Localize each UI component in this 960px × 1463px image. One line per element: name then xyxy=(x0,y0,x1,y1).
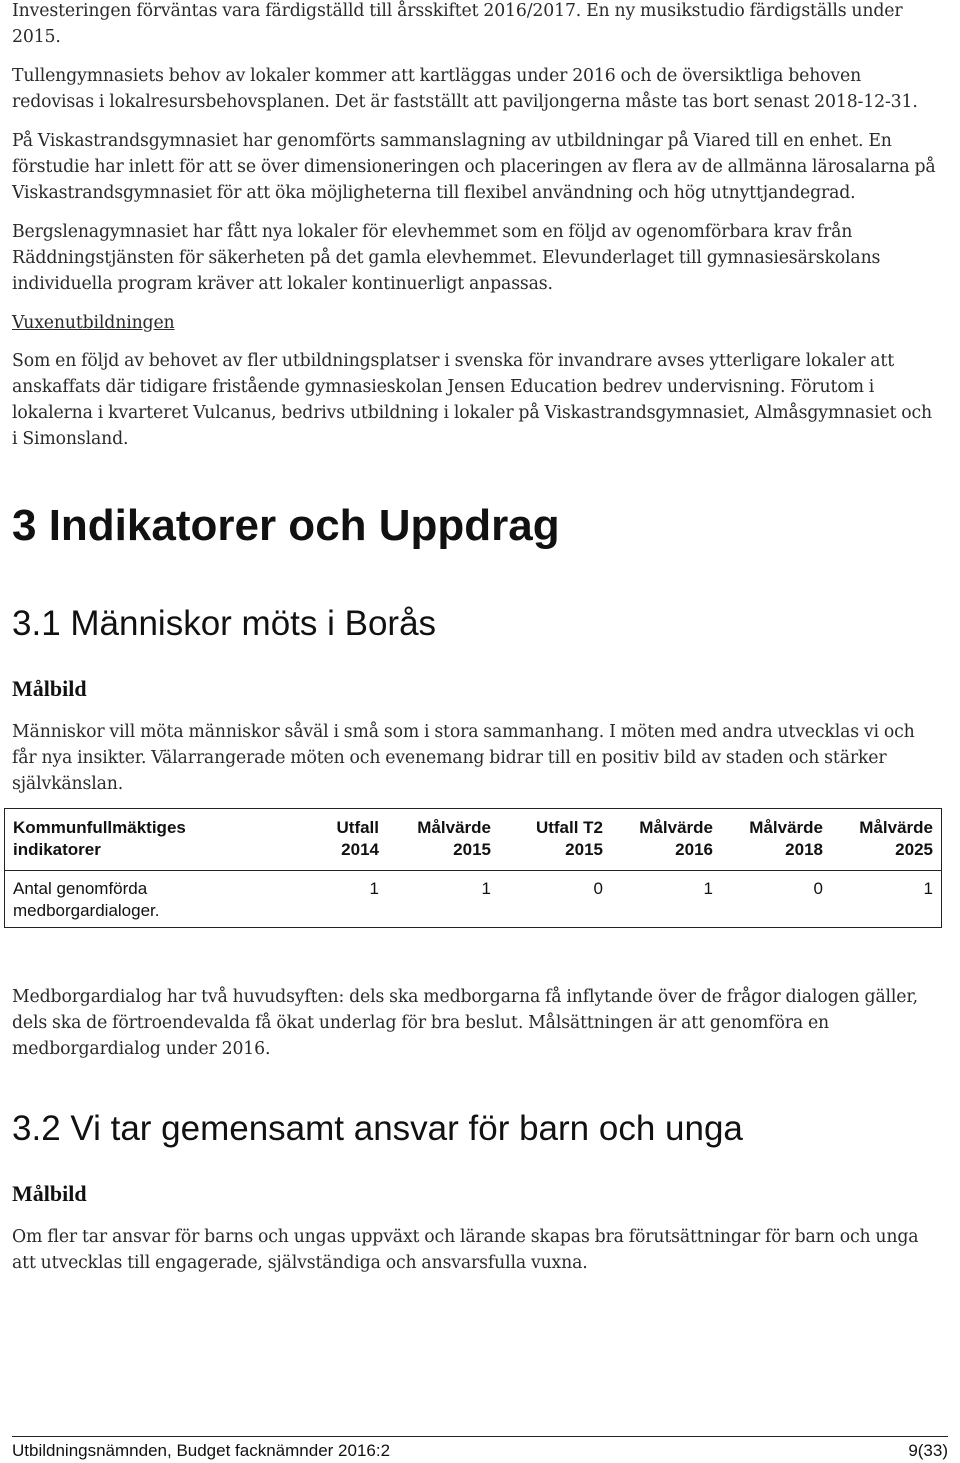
header-line: 2015 xyxy=(453,840,491,859)
header-line: Målvärde xyxy=(749,818,823,837)
malbild-text-3-1: Människor vill möta människor såväl i små som i stora sammanhang. I möten med andra utvecklas vi och får nya insikter. Välarrangerade möten och evenemang bidrar till en positiv bild av staden och stärker självkänslan. xyxy=(12,722,915,794)
heading-vuxenutbildningen: Vuxenutbildningen xyxy=(12,313,175,333)
indicator-table xyxy=(4,808,942,928)
header-line: 2025 xyxy=(895,840,933,859)
table-header-divider xyxy=(5,870,941,871)
paragraph-vuxenutbildning: Som en följd av behovet av fler utbildningsplatser i svenska för invandrare avses ytterligare lokaler att anskaffats där tidigare fristående gymnasieskolan Jensen Education bedrev undervisning. Förutom i lokalerna i kvarteret Vulcanus, bedrivs utbildning i lokaler på Viskastrandsgymnasiet, Almåsgymnasiet och i Simonsland. xyxy=(12,351,932,449)
table-cell-malvarde-2016: 1 xyxy=(703,879,713,898)
footer-page-number: 9(33) xyxy=(908,1441,948,1460)
header-line: 2015 xyxy=(565,840,603,859)
table-cell-utfall-2014: 1 xyxy=(369,879,379,898)
section-3-1-heading: 3.1 Människor möts i Borås xyxy=(12,604,437,643)
footer-divider xyxy=(12,1436,948,1437)
table-header-malvarde-2018 xyxy=(719,817,823,861)
table-cell-malvarde-2025: 1 xyxy=(923,879,933,898)
table-header-indikatorer xyxy=(13,817,273,861)
header-line: Utfall T2 xyxy=(535,818,603,837)
malbild-label-3-2: Målbild xyxy=(12,1181,87,1206)
paragraph-viskastrand: På Viskastrandsgymnasiet har genomförts sammanslagning av utbildningar på Viared till en enhet. En förstudie har inlett för att se över dimensioneringen och placeringen av flera av de allmänna lärosalarna på Viskastrandsgymnasiet för att öka möjligheterna till flexibel användning och hög utnyttjandegrad. xyxy=(12,131,936,203)
malbild-text-3-2: Om fler tar ansvar för barns och ungas uppväxt och lärande skapas bra förutsättningar för barn och unga att utvecklas till engagerade, självständiga och ansvarsfulla vuxna. xyxy=(12,1227,919,1273)
paragraph-tullengymnasiet: Tullengymnasiets behov av lokaler kommer att kartläggas under 2016 och de översiktliga behoven redovisas i lokalresursbehovsplanen. Det är fastställt att paviljongerna måste tas bort senast 2018-12-31. xyxy=(12,66,918,112)
header-line: Målvärde xyxy=(859,818,933,837)
table-cell-malvarde-2018: 0 xyxy=(813,879,823,898)
table-cell-utfall-t2-2015: 0 xyxy=(593,879,603,898)
header-line: Målvärde xyxy=(417,818,491,837)
table-header-utfall-t2-2015 xyxy=(497,817,603,861)
section-3-2-heading: 3.2 Vi tar gemensamt ansvar för barn och unga xyxy=(12,1109,743,1148)
table-header-malvarde-2025 xyxy=(829,817,933,861)
medborgardialog-text: Medborgardialog har två huvudsyften: dels ska medborgarna få inflytande över de frågor dialogen gäller, dels ska de förtroendevalda få ökat underlag för bra beslut. Målsättningen är att genomföra en medborgardialog under 2016. xyxy=(12,987,918,1059)
header-line: Utfall xyxy=(336,818,379,837)
footer-document-title: Utbildningsnämnden, Budget facknämnder 2016:2 xyxy=(12,1441,391,1460)
table-header-malvarde-2016 xyxy=(609,817,713,861)
header-line: 2016 xyxy=(675,840,713,859)
malbild-label-3-1: Målbild xyxy=(12,676,87,701)
section-3-heading: 3 Indikatorer och Uppdrag xyxy=(12,501,560,550)
paragraph-bergslena: Bergslenagymnasiet har fått nya lokaler för elevhemmet som en följd av ogenomförbara krav från Räddningstjänsten för säkerheten på det gamla elevhemmet. Elevunderlaget till gymnasiesärskolans individuella program kräver att lokaler kontinuerligt anpassas. xyxy=(12,222,881,294)
header-line: Kommunfullmäktiges xyxy=(13,818,186,837)
table-header-malvarde-2015 xyxy=(385,817,491,861)
table-header-utfall-2014 xyxy=(275,817,379,861)
row-label-line: medborgardialoger. xyxy=(13,901,160,920)
paragraph-investment: Investeringen förväntas vara färdigställd till årsskiftet 2016/2017. En ny musikstudio färdigställs under 2015. xyxy=(12,1,903,47)
table-cell-malvarde-2015: 1 xyxy=(481,879,491,898)
header-line: Målvärde xyxy=(639,818,713,837)
header-line: indikatorer xyxy=(13,840,101,859)
row-label-line: Antal genomförda xyxy=(13,879,148,898)
header-line: 2018 xyxy=(785,840,823,859)
header-line: 2014 xyxy=(341,840,379,859)
table-row-label xyxy=(13,878,273,922)
